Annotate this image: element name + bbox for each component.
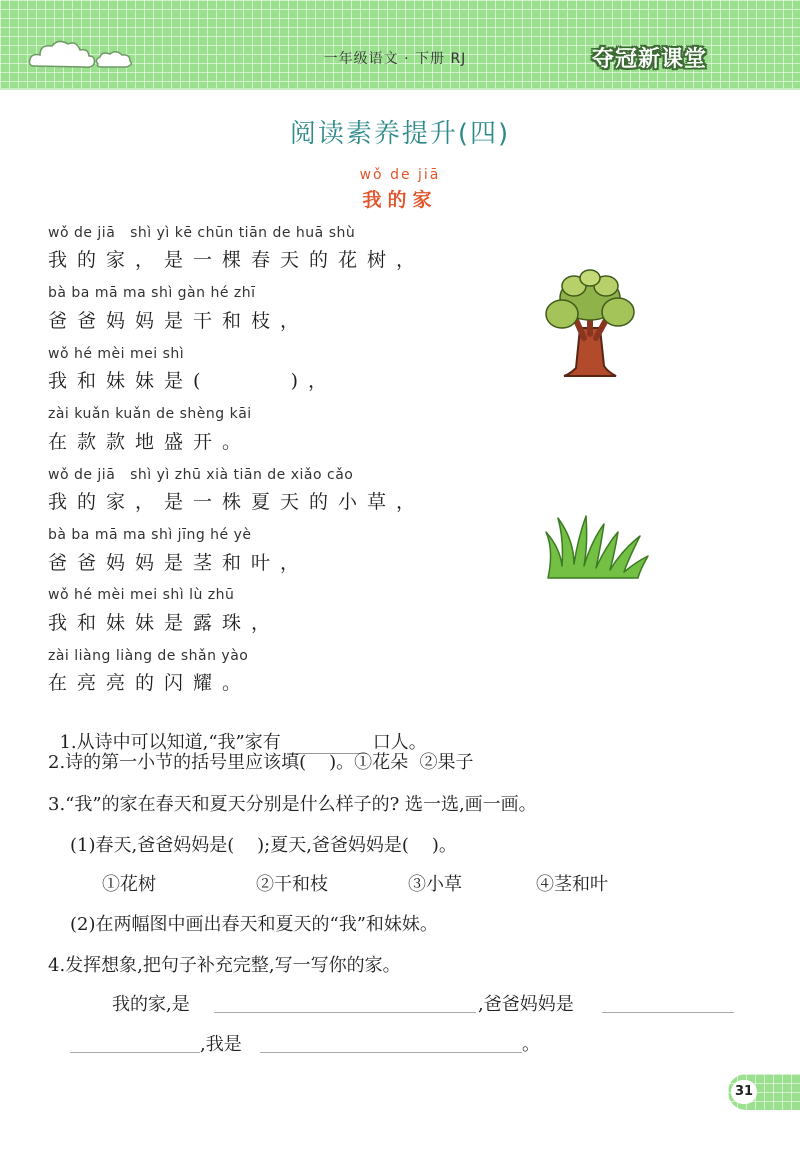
question-4-line1-mid: ,爸爸妈妈是 bbox=[478, 994, 574, 1015]
question-3: 3.“我”的家在春天和夏天分别是什么样子的? 选一选,画一画。 bbox=[48, 794, 537, 815]
option-4: ④茎和叶 bbox=[536, 874, 608, 895]
poem-line: 在款款地盛开。 bbox=[48, 431, 252, 453]
poem-line: 我的家，是一株夏天的小草， bbox=[48, 491, 426, 513]
poem-line: 在亮亮的闪耀。 bbox=[48, 672, 252, 694]
question-4-line2-end: 。 bbox=[522, 1034, 540, 1055]
book-subtitle: 一年级语文 · 下册 RJ bbox=[323, 51, 467, 67]
poem-line-pinyin: wǒ hé mèi mei shì lù zhū bbox=[48, 587, 235, 603]
poem-line: 我和妹妹是( )， bbox=[48, 370, 338, 392]
poem-line: 爸爸妈妈是干和枝， bbox=[48, 310, 310, 332]
option-3: ③小草 bbox=[408, 874, 462, 895]
question-3-1: (1)春天,爸爸妈妈是( );夏天,爸爸妈妈是( )。 bbox=[70, 835, 457, 856]
brand-logo: 夺冠新课堂 bbox=[592, 47, 708, 72]
cloud-icon bbox=[26, 34, 146, 74]
question-2: 2.诗的第一小节的括号里应该填( )。①花朵 ②果子 bbox=[48, 752, 474, 773]
poem-line-pinyin: wǒ de jiā shì yì zhū xià tiān de xiǎo cǎo bbox=[48, 467, 354, 483]
poem-line-pinyin: zài kuǎn kuǎn de shèng kāi bbox=[48, 406, 252, 422]
poem-title: 我的家 bbox=[362, 189, 438, 211]
poem-line: 爸爸妈妈是茎和叶， bbox=[48, 552, 310, 574]
page-number: 31 bbox=[731, 1080, 757, 1104]
poem-line: 我和妹妹是露珠， bbox=[48, 612, 281, 634]
grass-icon bbox=[544, 510, 650, 582]
poem-line-pinyin: bà ba mā ma shì jīng hé yè bbox=[48, 527, 252, 543]
poem-line-pinyin: wǒ de jiā shì yì kē chūn tiān de huā shù bbox=[48, 225, 356, 241]
poem-line-pinyin: bà ba mā ma shì gàn hé zhī bbox=[48, 285, 256, 301]
question-1-suffix: 口人。 bbox=[372, 732, 427, 753]
poem-line-pinyin: wǒ hé mèi mei shì bbox=[48, 346, 185, 362]
answer-blank[interactable] bbox=[602, 1012, 734, 1013]
answer-blank[interactable] bbox=[260, 1052, 522, 1053]
poem-line-pinyin: zài liàng liàng de shǎn yào bbox=[48, 648, 249, 664]
question-1-text: 1.从诗中可以知道,“我”家有 bbox=[59, 732, 281, 753]
poem-line: 我的家，是一棵春天的花树， bbox=[48, 249, 426, 271]
poem-title-pinyin: wǒ de jiā bbox=[359, 167, 441, 183]
question-1 bbox=[48, 707, 427, 754]
question-4-line1-start: 我的家,是 bbox=[112, 994, 190, 1015]
tree-icon bbox=[540, 268, 640, 378]
option-1: ①花树 bbox=[102, 874, 156, 895]
question-4-line2-start: ,我是 bbox=[200, 1034, 242, 1055]
page-header bbox=[0, 0, 800, 90]
option-2: ②干和枝 bbox=[256, 874, 328, 895]
answer-blank[interactable] bbox=[214, 1012, 476, 1013]
page-title: 阅读素养提升(四) bbox=[289, 119, 511, 149]
question-4: 4.发挥想象,把句子补充完整,写一写你的家。 bbox=[48, 955, 401, 976]
answer-blank[interactable] bbox=[70, 1052, 200, 1053]
question-3-2: (2)在两幅图中画出春天和夏天的“我”和妹妹。 bbox=[70, 914, 438, 935]
